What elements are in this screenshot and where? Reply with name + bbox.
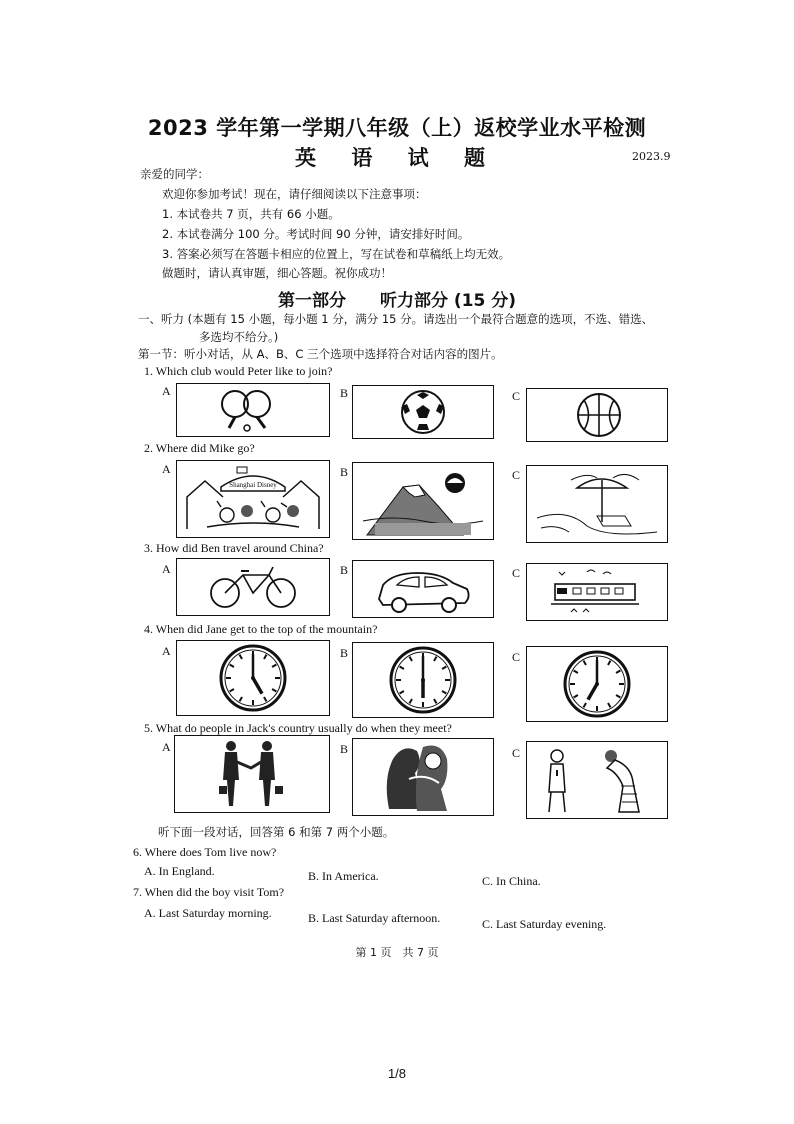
exam-subtitle: 英 语 试 题 [295, 146, 499, 170]
clock-seven-icon [527, 647, 667, 721]
bicycle-icon [177, 559, 329, 615]
q1-label-c: C [512, 389, 521, 403]
notice-closing: 做题时，请认真审题，细心答题。祝你成功！ [162, 266, 392, 280]
dialog-intro: 听下面一段对话，回答第 6 和第 7 两个小题。 [158, 825, 395, 839]
soccer-ball-icon [353, 386, 493, 438]
question-5: 5. What do people in Jack's country usually do when they meet? [144, 721, 452, 735]
question-1: 1. Which club would Peter like to join? [144, 364, 333, 378]
beach-umbrella-icon [527, 466, 667, 542]
shanghai-disney-icon [177, 461, 329, 537]
notice-intro: 欢迎你参加考试！现在，请仔细阅读以下注意事项： [162, 187, 427, 201]
notice-item-1: 1. 本试卷共 7 页，共有 66 小题。 [162, 207, 340, 221]
q2-option-a-image [176, 460, 330, 538]
mount-fuji-icon [353, 463, 493, 539]
greeting: 亲爱的同学： [140, 167, 209, 181]
q5-label-b: B [340, 742, 349, 756]
q2-label-b: B [340, 465, 349, 479]
part1-instructions-cont: 多选均不给分。) [199, 330, 279, 344]
car-icon [353, 561, 493, 617]
exam-date: 2023.9 [632, 150, 671, 163]
ping-pong-paddles-icon [177, 384, 329, 436]
q5-option-b-image [352, 738, 494, 816]
question-6: 6. Where does Tom live now? [133, 845, 277, 859]
notice-item-2: 2. 本试卷满分 100 分。考试时间 90 分钟，请安排好时间。 [162, 227, 470, 241]
q1-option-c-image [526, 388, 668, 442]
q5-label-c: C [512, 746, 521, 760]
q6-option-b: B. In America. [308, 869, 379, 883]
q2-label-a: A [162, 462, 171, 476]
q1-option-b-image [352, 385, 494, 439]
page-footer: 第 1 页 共 7 页 [355, 946, 439, 959]
q5-label-a: A [162, 740, 171, 754]
train-icon [527, 564, 667, 620]
q1-label-b: B [340, 386, 349, 400]
part1-heading: 第一部分 听力部分 (15 分) [277, 291, 517, 311]
q7-option-a: A. Last Saturday morning. [144, 906, 272, 920]
q5-option-c-image [526, 741, 668, 819]
q7-option-b: B. Last Saturday afternoon. [308, 911, 441, 925]
q2-option-c-image [526, 465, 668, 543]
q4-label-b: B [340, 646, 349, 660]
question-7: 7. When did the boy visit Tom? [133, 885, 285, 899]
clock-five-icon [177, 641, 329, 715]
handshake-icon [175, 736, 329, 812]
q4-label-c: C [512, 650, 521, 664]
q4-label-a: A [162, 644, 171, 658]
q2-option-b-image [352, 462, 494, 540]
q3-option-c-image [526, 563, 668, 621]
q5-option-a-image [174, 735, 330, 813]
q6-option-a: A. In England. [144, 864, 215, 878]
q3-label-c: C [512, 566, 521, 580]
q3-label-b: B [340, 563, 349, 577]
basketball-icon [527, 389, 667, 441]
question-3: 3. How did Ben travel around China? [144, 541, 324, 555]
q4-option-c-image [526, 646, 668, 722]
q7-option-c: C. Last Saturday evening. [482, 917, 607, 931]
bow-icon [527, 742, 667, 818]
q3-option-b-image [352, 560, 494, 618]
q4-option-b-image [352, 642, 494, 718]
question-2: 2. Where did Mike go? [144, 441, 255, 455]
q1-label-a: A [162, 384, 171, 398]
question-4: 4. When did Jane get to the top of the mountain? [144, 622, 378, 636]
q1-option-a-image [176, 383, 330, 437]
clock-six-icon [353, 643, 493, 717]
q2-label-c: C [512, 468, 521, 482]
hug-icon [353, 739, 493, 815]
q3-option-a-image [176, 558, 330, 616]
q6-option-c: C. In China. [482, 874, 541, 888]
notice-item-3: 3. 答案必须写在答题卡相应的位置上，写在试卷和草稿纸上均无效。 [162, 247, 511, 261]
exam-title: 2023 学年第一学期八年级（上）返校学业水平检测 [147, 116, 647, 140]
pdf-page-indicator: 1/8 [387, 1066, 407, 1081]
disney-sign-text: Shanghai Disney [229, 481, 277, 489]
q4-option-a-image [176, 640, 330, 716]
part1-instructions: 一、听力 (本题有 15 小题，每小题 1 分，满分 15 分。请选出一个最符合题意的选项，不选、错选、 [138, 312, 654, 326]
q3-label-a: A [162, 562, 171, 576]
section1-instructions: 第一节：听小对话，从 A、B、C 三个选项中选择符合对话内容的图片。 [138, 347, 503, 361]
